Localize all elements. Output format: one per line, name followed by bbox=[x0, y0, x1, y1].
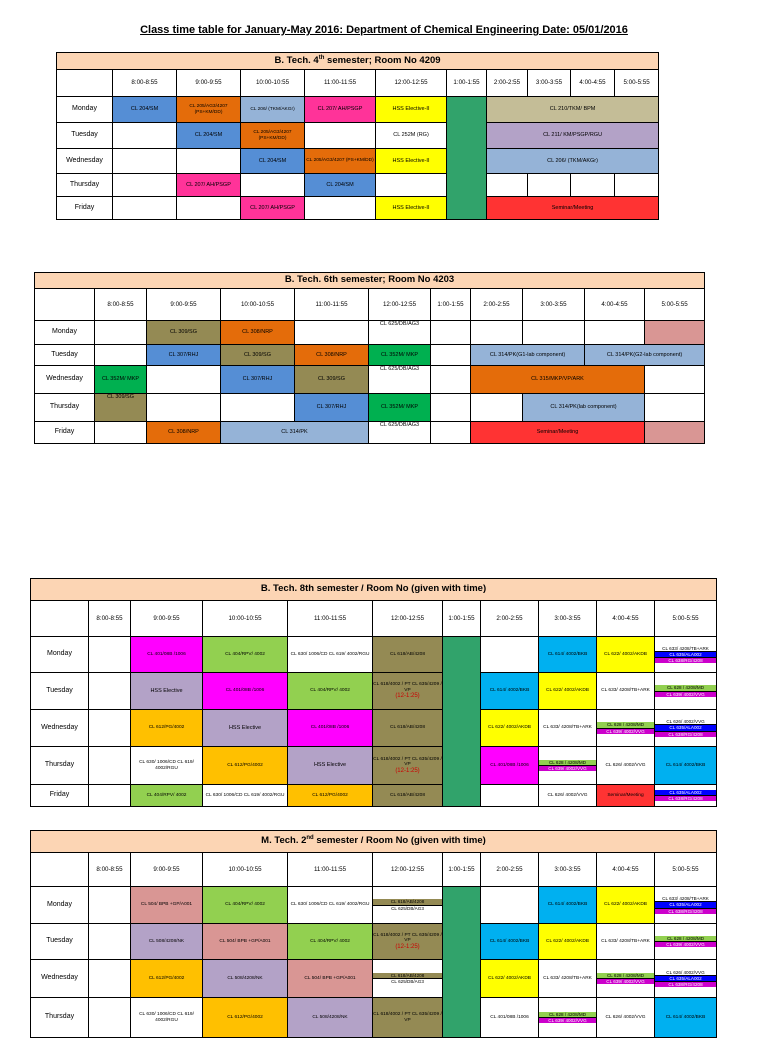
class-cell: CL 628 / 4208/MD bbox=[597, 722, 654, 728]
class-cell: HSS Elective-II bbox=[376, 97, 447, 123]
time-slot: 9:00-9:55 bbox=[131, 601, 203, 637]
class-cell: CL 309/SG bbox=[147, 321, 221, 345]
class-cell: CL 630/ 1006/CD CL 619/ 4002/RGU bbox=[288, 887, 373, 924]
time-slot: 8:00-8:55 bbox=[95, 289, 147, 321]
class-cell: CL 612/PG/4002 bbox=[203, 998, 288, 1038]
day-label: Tuesday bbox=[31, 924, 89, 960]
time-slot: 5:00-5:55 bbox=[615, 70, 659, 97]
day-label: Tuesday bbox=[31, 673, 89, 710]
class-cell: CL 638/RG/4208 bbox=[655, 732, 716, 737]
day-label: Wednesday bbox=[35, 366, 95, 394]
time-slot: 5:00-5:55 bbox=[655, 853, 717, 887]
class-cell: HSS Elective bbox=[131, 673, 203, 710]
class-cell: CL 314/PK bbox=[221, 422, 369, 444]
time-slot: 11:00-11:55 bbox=[288, 601, 373, 637]
class-cell: CL 630/ 1006/CD CL 619/ 4002/RGU bbox=[288, 637, 373, 673]
class-cell: CL 626/ 4002/VVG bbox=[539, 785, 597, 807]
class-cell: CL 626/ 4002/VVG bbox=[655, 719, 716, 725]
class-cell: CL 614/ 4002/BKB bbox=[655, 998, 717, 1038]
class-cell: CL 614/ 4002/BKB bbox=[481, 673, 539, 710]
time-slot: 1:00-1:55 bbox=[431, 289, 471, 321]
day-label: Friday bbox=[35, 422, 95, 444]
class-cell: CL 622/ 4002/AKDB bbox=[481, 710, 539, 747]
class-cell: CL 622/ 4002/AKDB bbox=[597, 637, 655, 673]
time-slot: 9:00-9:55 bbox=[131, 853, 203, 887]
class-cell: CL 314/PK(G1-lab component) bbox=[471, 345, 585, 366]
class-cell: CL 622/ 4002/AKDB bbox=[539, 673, 597, 710]
class-cell: CL 404/RPV/ 4002 bbox=[288, 924, 373, 960]
class-cell: CL 635/ALA002 bbox=[655, 652, 716, 658]
table-title: M. Tech. 2nd semester / Room No (given with time) bbox=[31, 831, 717, 853]
class-cell: CL 633/ 4208/TB+ARK bbox=[655, 896, 716, 902]
time-slot: 4:00-4:55 bbox=[597, 601, 655, 637]
class-cell: CL 622/ 4002/AKDB bbox=[597, 887, 655, 924]
class-cell: CL 630/ 1006/CD CL 619/ 4002/RGU bbox=[131, 747, 203, 785]
time-slot: 12:00-12:55 bbox=[376, 70, 447, 97]
class-cell: CL 622/ 4002/AKDB bbox=[481, 960, 539, 998]
class-cell: CL 504/ BPB +GP/A001 bbox=[288, 960, 373, 998]
class-cell: CL 639/ 4002/VVG bbox=[655, 692, 716, 697]
class-cell: CL 401/08B /1006 bbox=[203, 673, 288, 710]
time-slot: 4:00-4:55 bbox=[585, 289, 645, 321]
time-slot: 12:00-12:55 bbox=[373, 853, 443, 887]
time-slot: 12:00-12:55 bbox=[373, 601, 443, 637]
class-cell: HSS Elective-II bbox=[376, 149, 447, 174]
time-slot: 10:00-10:55 bbox=[203, 601, 288, 637]
class-cell: CL 633/ 4208/TB+ARK bbox=[539, 960, 597, 998]
class-cell: CL 638/RG/4208 bbox=[655, 982, 716, 987]
class-cell: CL 307/RHJ bbox=[295, 394, 369, 422]
class-cell: CL 307/RHJ bbox=[147, 345, 221, 366]
day-label: Tuesday bbox=[57, 123, 113, 149]
time-slot: 2:00-2:55 bbox=[487, 70, 528, 97]
class-cell: CL 508/4208/NK bbox=[203, 960, 288, 998]
table-title: B. Tech. 4th semester; Room No 4209 bbox=[57, 53, 659, 70]
class-cell: CL 628 / 4208/MD bbox=[655, 936, 716, 942]
day-label: Wednesday bbox=[31, 960, 89, 998]
time-slot: 1:00-1:55 bbox=[447, 70, 487, 97]
class-cell: CL 211/ KM/PSGP/RGU bbox=[487, 123, 659, 149]
class-cell: CL 508/4208/NK bbox=[131, 924, 203, 960]
class-cell: CL 639/ 4002/VVG bbox=[539, 766, 596, 771]
class-cell: CL 206/ (TKM/AKGr) bbox=[241, 97, 305, 123]
lunch-break bbox=[443, 887, 481, 1038]
time-slot: 3:00-3:55 bbox=[539, 853, 597, 887]
class-cell: CL 204/SM bbox=[113, 97, 177, 123]
class-cell: Seminar/Meeting bbox=[597, 785, 655, 807]
class-cell: CL 205/AG3/4207 (PS+KM/DD) bbox=[305, 149, 376, 174]
class-cell: HSS Elective bbox=[288, 747, 373, 785]
time-slot: 8:00-8:55 bbox=[89, 853, 131, 887]
class-cell: CL 315/MKP/VP/ARK bbox=[471, 366, 645, 394]
class-cell: CL 625/DB/AG3 bbox=[369, 366, 431, 394]
class-cell: CL 308/NRP bbox=[295, 345, 369, 366]
class-cell: CL 633/ 4208/TB+ARK bbox=[539, 710, 597, 747]
class-cell: CL 635/ALA002 bbox=[655, 725, 716, 731]
time-slot: 10:00-10:55 bbox=[221, 289, 295, 321]
class-cell: CL 401/08B /1006 bbox=[131, 637, 203, 673]
class-cell: CL 308/NRP bbox=[147, 422, 221, 444]
class-cell: CL 618/4002 / PT CL 635/4209 / VP (12-1:25) bbox=[373, 924, 443, 960]
class-cell: CL 401/08B /1006 bbox=[481, 747, 539, 785]
class-cell: CL 352M/ MKP bbox=[95, 366, 147, 394]
class-cell: CL 404/RPV/ 4002 bbox=[203, 887, 288, 924]
class-cell: CL 618/AB/4208 bbox=[373, 637, 443, 673]
time-slot: 8:00-8:55 bbox=[89, 601, 131, 637]
class-cell: CL 628 / 4208/MD bbox=[597, 973, 654, 979]
class-cell: CL 307/RHJ bbox=[221, 366, 295, 394]
class-cell: CL 625/DB/AG3 bbox=[391, 905, 424, 911]
class-cell: CL 612/PG/4002 bbox=[131, 960, 203, 998]
class-cell: CL 630/ 1006/CD CL 619/ 4002/RGU bbox=[131, 998, 203, 1038]
class-cell: CL 618/4002 / PT CL 635/4209 / VP (12-1:25) bbox=[373, 673, 443, 710]
class-cell: CL 204/SM bbox=[177, 123, 241, 149]
class-cell: CL 618/AB/4208 bbox=[373, 785, 443, 807]
class-cell: CL 625/DB/AG3 bbox=[391, 979, 424, 984]
day-label: Thursday bbox=[31, 747, 89, 785]
class-cell: CL 401/08B /1006 bbox=[481, 998, 539, 1038]
day-label: Monday bbox=[31, 887, 89, 924]
class-cell: CL 504/ BPB +GP/A001 bbox=[203, 924, 288, 960]
time-slot: 8:00-8:55 bbox=[113, 70, 177, 97]
lunch-break bbox=[443, 637, 481, 807]
day-label: Tuesday bbox=[35, 345, 95, 366]
time-slot: 3:00-3:55 bbox=[539, 601, 597, 637]
class-cell: CL 628 / 4208/MD bbox=[539, 760, 596, 766]
class-cell: CL 205/AG3/4207 (PS+KM/DD) bbox=[241, 123, 305, 149]
class-cell: CL 614/ 4002/BKB bbox=[539, 887, 597, 924]
time-slot: 10:00-10:55 bbox=[203, 853, 288, 887]
class-cell: CL 207/ AH/PSGP bbox=[177, 174, 241, 197]
class-cell: CL 504/ BPB +GP/A001 bbox=[131, 887, 203, 924]
class-cell: CL 639/ 4002/VVG bbox=[597, 979, 654, 984]
class-cell: CL 404/RPV/ 4002 bbox=[203, 637, 288, 673]
class-cell: CL 206/ (TKM/AKGr) bbox=[487, 149, 659, 174]
class-cell: CL 626/ 4002/VVG bbox=[597, 998, 655, 1038]
day-label: Friday bbox=[57, 197, 113, 220]
class-cell: CL 614/ 4002/BKB bbox=[539, 637, 597, 673]
class-cell: CL 508/4208/NK bbox=[288, 998, 373, 1038]
class-cell bbox=[645, 321, 705, 345]
class-cell: CL 210/TKM/ BPM bbox=[487, 97, 659, 123]
table-title: B. Tech. 6th semester; Room No 4203 bbox=[35, 273, 705, 289]
lunch-break bbox=[447, 97, 487, 220]
class-cell: CL 614/ 4002/BKB bbox=[655, 747, 717, 785]
class-cell: CL 638/RG/4208 bbox=[655, 658, 716, 663]
class-cell: CL 618/AB/4208 bbox=[373, 899, 442, 905]
class-cell: HSS Elective-II bbox=[376, 197, 447, 220]
class-cell: Seminar/Meeting bbox=[487, 197, 659, 220]
class-cell: Seminar/Meeting bbox=[471, 422, 645, 444]
time-slot: 3:00-3:55 bbox=[523, 289, 585, 321]
class-cell: CL 635/ALA002 bbox=[655, 976, 716, 982]
class-cell: CL 614/ 4002/BKB bbox=[481, 924, 539, 960]
day-label: Thursday bbox=[35, 394, 95, 422]
class-cell: CL 618/AB/4208 bbox=[373, 710, 443, 747]
day-label: Monday bbox=[35, 321, 95, 345]
class-cell bbox=[645, 422, 705, 444]
class-cell: CL 638/RG/4208 bbox=[655, 796, 716, 801]
class-cell: CL 205/AG3/4207 (PS+KM/DD) bbox=[177, 97, 241, 123]
time-slot: 4:00-4:55 bbox=[571, 70, 615, 97]
class-cell: CL 612/PG/4002 bbox=[203, 747, 288, 785]
class-cell: CL 635/ALA002 bbox=[655, 790, 716, 796]
time-slot: 2:00-2:55 bbox=[481, 601, 539, 637]
class-cell: CL 630/ 1006/CD CL 619/ 4002/RGU bbox=[203, 785, 288, 807]
class-cell: CL 308/NRP bbox=[221, 321, 295, 345]
class-cell: CL 625/DB/AG3 bbox=[369, 321, 431, 345]
timetable-btech-4th bbox=[56, 52, 659, 220]
time-slot: 1:00-1:55 bbox=[443, 853, 481, 887]
time-slot: 5:00-5:55 bbox=[655, 601, 717, 637]
day-label: Thursday bbox=[57, 174, 113, 197]
class-cell: CL 309/SG bbox=[295, 366, 369, 394]
class-cell: HSS Elective bbox=[203, 710, 288, 747]
time-slot: 4:00-4:55 bbox=[597, 853, 655, 887]
class-cell: CL 635/ALA002 bbox=[655, 902, 716, 908]
class-cell: CL 204/SM bbox=[305, 174, 376, 197]
time-slot: 11:00-11:55 bbox=[295, 289, 369, 321]
class-cell: CL 204/SM bbox=[241, 149, 305, 174]
class-cell: CL 639/ 4002/VVG bbox=[597, 729, 654, 734]
day-label: Friday bbox=[31, 785, 89, 807]
class-cell: CL 625/DB/AG3 bbox=[369, 422, 431, 444]
table-title: B. Tech. 8th semester / Room No (given with time) bbox=[31, 579, 717, 601]
class-cell: CL 628 / 4208/MD bbox=[539, 1012, 596, 1018]
class-cell: CL 639/ 4002/VVG bbox=[539, 1018, 596, 1023]
timetable-mtech-2nd bbox=[30, 830, 717, 1038]
time-slot: 11:00-11:55 bbox=[305, 70, 376, 97]
class-cell: CL 633/ 4208/TB+ARK bbox=[655, 646, 716, 652]
class-cell: CL 618/4002 / PT CL 635/4209 / VP bbox=[373, 998, 443, 1038]
class-cell: CL 618/4002 / PT CL 635/4209 / VP (12-1:25) bbox=[373, 747, 443, 785]
time-slot: 1:00-1:55 bbox=[443, 601, 481, 637]
class-cell: CL 612/PG/4002 bbox=[131, 710, 203, 747]
timetable-btech-6th bbox=[34, 272, 705, 444]
time-slot: 5:00-5:55 bbox=[645, 289, 705, 321]
time-slot: 3:00-3:55 bbox=[528, 70, 571, 97]
class-cell: CL 626/ 4002/VVG bbox=[655, 970, 716, 976]
class-cell: CL 633/ 4208/TB+ARK bbox=[597, 673, 655, 710]
day-label: Wednesday bbox=[31, 710, 89, 747]
class-cell: CL 626/ 4002/VVG bbox=[597, 747, 655, 785]
time-slot: 2:00-2:55 bbox=[481, 853, 539, 887]
class-cell: CL 618/AB/4208 bbox=[373, 973, 442, 979]
class-cell: CL 309/SG bbox=[95, 394, 147, 422]
class-cell: CL 207/ AH/PSGP bbox=[241, 197, 305, 220]
class-cell: CL 633/ 4208/TB+ARK bbox=[597, 924, 655, 960]
class-cell: CL 638/RG/4208 bbox=[655, 909, 716, 914]
class-cell: CL 404/RPV/ 4002 bbox=[131, 785, 203, 807]
page-title: Class time table for January-May 2016: Department of Chemical Engineering Date: 05/01/2016 bbox=[140, 24, 628, 36]
class-cell: CL 352M/ MKP bbox=[369, 345, 431, 366]
time-slot: 9:00-9:55 bbox=[147, 289, 221, 321]
class-cell: CL 639/ 4002/VVG bbox=[655, 942, 716, 947]
class-cell: CL 252M (RG) bbox=[376, 123, 447, 149]
day-label: Wednesday bbox=[57, 149, 113, 174]
class-cell: CL 352M/ MKP bbox=[369, 394, 431, 422]
time-slot: 9:00-9:55 bbox=[177, 70, 241, 97]
time-slot: 12:00-12:55 bbox=[369, 289, 431, 321]
class-cell: CL 612/PG/4002 bbox=[288, 785, 373, 807]
class-cell: CL 622/ 4002/AKDB bbox=[539, 924, 597, 960]
day-label: Thursday bbox=[31, 998, 89, 1038]
day-label: Monday bbox=[57, 97, 113, 123]
class-cell: CL 309/SG bbox=[221, 345, 295, 366]
class-cell: CL 628 / 4208/MD bbox=[655, 685, 716, 691]
class-cell: CL 404/RPV/ 4002 bbox=[288, 673, 373, 710]
class-cell: CL 314/PK(lab component) bbox=[523, 394, 645, 422]
class-cell: CL 401/08B /1006 bbox=[288, 710, 373, 747]
time-slot: 10:00-10:55 bbox=[241, 70, 305, 97]
timetable-btech-8th bbox=[30, 578, 717, 807]
time-slot: 2:00-2:55 bbox=[471, 289, 523, 321]
class-cell: CL 314/PK(G2-lab component) bbox=[585, 345, 705, 366]
class-cell: CL 207/ AH/PSGP bbox=[305, 97, 376, 123]
day-label: Monday bbox=[31, 637, 89, 673]
time-slot: 11:00-11:55 bbox=[288, 853, 373, 887]
